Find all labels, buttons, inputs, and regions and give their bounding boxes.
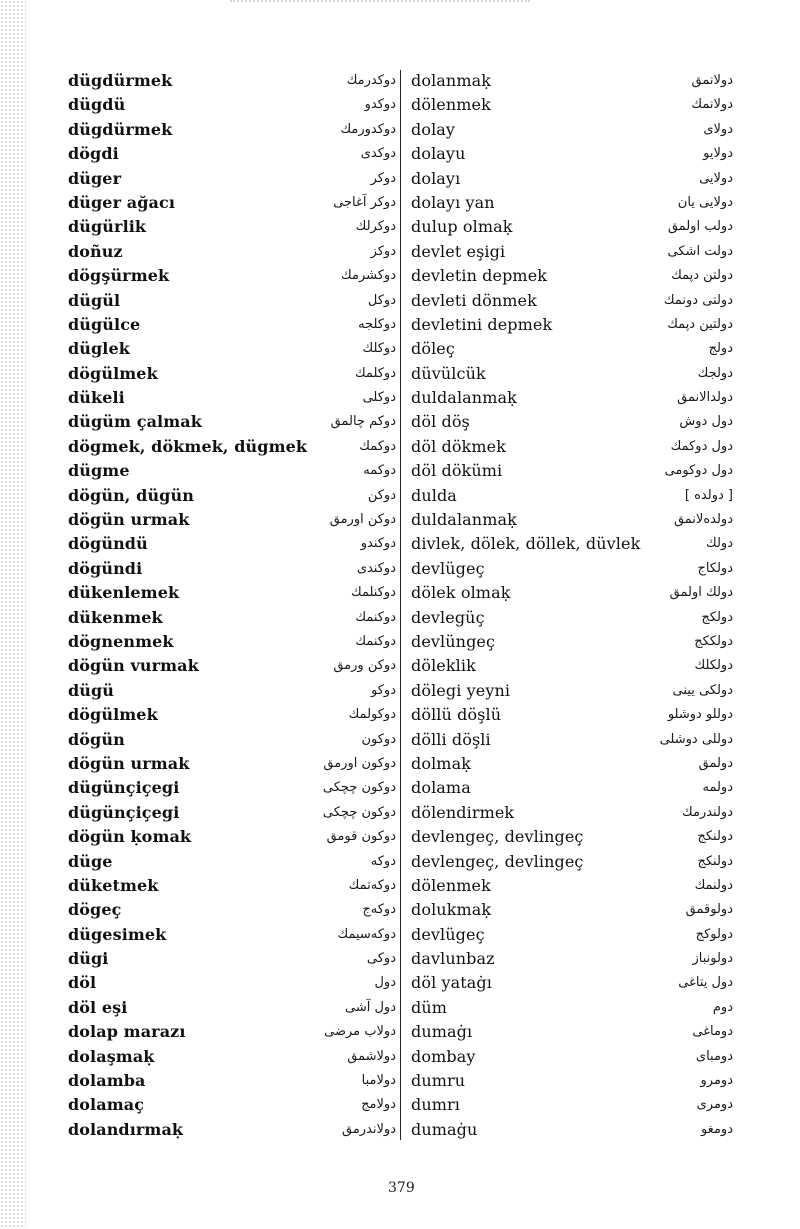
entry-ottoman-script: دوكشرمك bbox=[341, 268, 396, 284]
entry-transliteration: dögşürmek bbox=[68, 266, 170, 286]
dictionary-entry bbox=[68, 825, 396, 849]
dictionary-entry bbox=[68, 850, 396, 874]
entry-transliteration: dügesimek bbox=[68, 924, 167, 944]
entry-transliteration: dögündü bbox=[68, 534, 148, 554]
dictionary-entry bbox=[68, 508, 396, 532]
entry-ottoman-script: دولانمق bbox=[691, 73, 733, 88]
dictionary-entry bbox=[411, 752, 733, 776]
entry-ottoman-script: دوكلك bbox=[362, 341, 396, 357]
entry-transliteration: dolukmaḳ bbox=[411, 900, 492, 920]
dictionary-entry bbox=[68, 410, 396, 434]
entry-ottoman-script: دوكنمك bbox=[355, 609, 396, 625]
dictionary-entry bbox=[68, 947, 396, 971]
dictionary-entry bbox=[68, 435, 396, 459]
entry-transliteration: düvülcük bbox=[411, 363, 486, 383]
dictionary-entry bbox=[411, 215, 733, 239]
entry-ottoman-script: دولكى يينى bbox=[672, 682, 733, 698]
entry-transliteration: dögeç bbox=[68, 900, 122, 920]
entry-ottoman-script: دولمق bbox=[698, 755, 733, 771]
dictionary-entry bbox=[68, 776, 396, 800]
entry-ottoman-script: دولامبا bbox=[361, 1073, 396, 1089]
dictionary-entry bbox=[411, 289, 733, 313]
entry-transliteration: dölek olmaḳ bbox=[411, 583, 511, 603]
dictionary-entry bbox=[411, 898, 733, 922]
entry-transliteration: dolap marazı bbox=[68, 1022, 186, 1042]
entry-ottoman-script: دولوقمق bbox=[685, 902, 733, 918]
dictionary-entry bbox=[68, 532, 396, 556]
entry-ottoman-script: دولاشمق bbox=[347, 1048, 396, 1064]
entry-ottoman-script: دولاى bbox=[703, 121, 733, 137]
entry-transliteration: düketmek bbox=[68, 875, 159, 895]
dictionary-entry bbox=[411, 1069, 733, 1093]
dictionary-entry bbox=[68, 1020, 396, 1044]
entry-ottoman-script: دوكر bbox=[370, 170, 396, 186]
scan-edge-speckle bbox=[0, 0, 26, 1229]
entry-transliteration: döleklik bbox=[411, 656, 476, 676]
entry-ottoman-script: دومرو bbox=[700, 1073, 733, 1089]
entry-transliteration: dögün vurmak bbox=[68, 656, 199, 676]
entry-transliteration: dulda bbox=[411, 485, 457, 505]
dictionary-entry bbox=[411, 679, 733, 703]
dictionary-entry bbox=[68, 654, 396, 678]
entry-transliteration: davlunbaz bbox=[411, 949, 495, 969]
dictionary-entry bbox=[411, 508, 733, 532]
dictionary-entry bbox=[411, 947, 733, 971]
dictionary-entry bbox=[411, 654, 733, 678]
entry-transliteration: döl eşi bbox=[68, 997, 128, 1017]
dictionary-entry bbox=[411, 386, 733, 410]
entry-ottoman-script: دوكون قومق bbox=[326, 829, 396, 845]
dictionary-entry bbox=[68, 142, 396, 166]
dictionary-entry bbox=[68, 215, 396, 239]
dictionary-entry bbox=[68, 313, 396, 337]
entry-transliteration: dulup olmaḳ bbox=[411, 217, 513, 237]
dictionary-entry bbox=[68, 240, 396, 264]
entry-transliteration: dolanmaḳ bbox=[411, 71, 492, 90]
dictionary-entry bbox=[68, 1069, 396, 1093]
entry-transliteration: devleti dönmek bbox=[411, 290, 537, 310]
entry-ottoman-script: دولانمك bbox=[691, 97, 733, 113]
entry-ottoman-script: دوكون چچكى bbox=[322, 804, 396, 820]
entry-transliteration: dükeli bbox=[68, 388, 125, 408]
dictionary-entry bbox=[68, 118, 396, 142]
dictionary-entry bbox=[68, 1118, 396, 1142]
entry-ottoman-script: دولنكج bbox=[697, 853, 733, 869]
entry-transliteration: dügülce bbox=[68, 314, 141, 334]
dictionary-entry bbox=[68, 459, 396, 483]
left-column bbox=[68, 69, 396, 1142]
entry-transliteration: dükenmek bbox=[68, 607, 163, 627]
entry-transliteration: düge bbox=[68, 851, 113, 871]
entry-ottoman-script: دولندرمك bbox=[682, 804, 733, 820]
entry-ottoman-script: دوكه bbox=[370, 853, 396, 869]
entry-transliteration: dumaġu bbox=[411, 1119, 478, 1139]
entry-ottoman-script: دومباى bbox=[695, 1048, 733, 1064]
entry-ottoman-script: دولت اشكى bbox=[667, 243, 733, 259]
dictionary-entry bbox=[411, 337, 733, 361]
entry-ottoman-script: دولاب مرضى bbox=[324, 1024, 396, 1040]
entry-transliteration: doñuz bbox=[68, 241, 123, 261]
entry-transliteration: dügünçiçegi bbox=[68, 778, 180, 798]
dictionary-entry bbox=[411, 69, 733, 93]
dictionary-entry bbox=[68, 971, 396, 995]
entry-transliteration: düm bbox=[411, 997, 448, 1017]
dictionary-entry bbox=[411, 776, 733, 800]
dictionary-entry bbox=[411, 606, 733, 630]
dictionary-entry bbox=[411, 850, 733, 874]
entry-ottoman-script: دولكلك bbox=[694, 658, 733, 674]
entry-ottoman-script: دولمه bbox=[702, 780, 733, 796]
entry-transliteration: devlet eşigi bbox=[411, 241, 506, 261]
dictionary-entry bbox=[411, 191, 733, 215]
entry-ottoman-script: دوكندى bbox=[356, 560, 396, 576]
entry-ottoman-script: دوكو bbox=[371, 682, 396, 698]
dictionary-entry bbox=[68, 996, 396, 1020]
entry-transliteration: devletini depmek bbox=[411, 314, 553, 334]
entry-transliteration: dügme bbox=[68, 461, 130, 481]
entry-ottoman-script: دوكدى bbox=[360, 146, 396, 162]
entry-ottoman-script: دولككج bbox=[694, 633, 733, 649]
entry-ottoman-script: دوكرلك bbox=[355, 219, 396, 235]
entry-ottoman-script: دوللى دوشلى bbox=[659, 731, 733, 747]
dictionary-entry bbox=[68, 167, 396, 191]
entry-ottoman-script: دولتن دپمك bbox=[671, 268, 733, 284]
entry-ottoman-script: [ دولده ] bbox=[684, 487, 733, 503]
dictionary-entry bbox=[411, 484, 733, 508]
dictionary-entry bbox=[411, 874, 733, 898]
dictionary-entry bbox=[68, 362, 396, 386]
entry-ottoman-script: دوكنمك bbox=[355, 633, 396, 649]
entry-ottoman-script: دوكر آغاجى bbox=[333, 194, 396, 210]
entry-ottoman-script: دولك bbox=[706, 536, 733, 552]
dictionary-entry bbox=[411, 1045, 733, 1069]
dictionary-entry bbox=[411, 1118, 733, 1142]
entry-transliteration: dögün bbox=[68, 729, 125, 749]
entry-ottoman-script: دوللو دوشلو bbox=[667, 707, 733, 723]
dictionary-entry bbox=[68, 337, 396, 361]
entry-transliteration: dögülmek bbox=[68, 363, 158, 383]
dictionary-entry bbox=[68, 264, 396, 288]
dictionary-entry bbox=[411, 728, 733, 752]
entry-ottoman-script: دوكى bbox=[366, 951, 396, 967]
dictionary-entry bbox=[68, 289, 396, 313]
entry-transliteration: devlüngeç bbox=[411, 631, 496, 651]
entry-ottoman-script: دوكدرمك bbox=[346, 73, 396, 88]
entry-transliteration: dögün urmak bbox=[68, 510, 190, 530]
entry-ottoman-script: دولتى دونمك bbox=[663, 292, 733, 308]
dictionary-entry bbox=[411, 923, 733, 947]
entry-ottoman-script: دولونباز bbox=[692, 951, 733, 967]
column-divider bbox=[400, 70, 401, 1140]
entry-ottoman-script: دول bbox=[374, 975, 396, 991]
dictionary-entry bbox=[411, 1020, 733, 1044]
entry-transliteration: dumaġı bbox=[411, 1022, 473, 1042]
entry-transliteration: dombay bbox=[411, 1046, 476, 1066]
entry-ottoman-script: دوكون چچكى bbox=[322, 780, 396, 796]
entry-ottoman-script: دولكاج bbox=[697, 560, 733, 576]
dictionary-entry bbox=[411, 410, 733, 434]
entry-ottoman-script: دول دوكمك bbox=[670, 438, 733, 454]
entry-transliteration: devlügeç bbox=[411, 924, 485, 944]
entry-transliteration: düger bbox=[68, 168, 122, 188]
entry-ottoman-script: دوكه‌سيمك bbox=[337, 926, 396, 942]
dictionary-entry bbox=[68, 898, 396, 922]
entry-ottoman-script: دوم bbox=[712, 999, 733, 1015]
dictionary-entry bbox=[68, 191, 396, 215]
entry-ottoman-script: دوكل bbox=[367, 292, 396, 308]
entry-transliteration: döl dökmek bbox=[411, 436, 506, 456]
dictionary-entry bbox=[411, 93, 733, 117]
dictionary-entry bbox=[411, 971, 733, 995]
entry-transliteration: dügi bbox=[68, 949, 109, 969]
entry-ottoman-script: دول دوكومى bbox=[664, 463, 733, 479]
entry-transliteration: dolayı bbox=[411, 168, 461, 188]
dictionary-entry bbox=[68, 679, 396, 703]
dictionary-entry bbox=[68, 801, 396, 825]
entry-ottoman-script: دومرى bbox=[696, 1097, 733, 1113]
dictionary-entry bbox=[411, 1093, 733, 1117]
dictionary-entry bbox=[411, 630, 733, 654]
entry-transliteration: dögmek, dökmek, dügmek bbox=[68, 436, 308, 456]
entry-transliteration: dölenmek bbox=[411, 875, 491, 895]
dictionary-entry bbox=[411, 557, 733, 581]
dictionary-entry bbox=[68, 606, 396, 630]
dictionary-entry bbox=[68, 93, 396, 117]
dictionary-entry bbox=[411, 313, 733, 337]
entry-ottoman-script: دوكدو bbox=[364, 97, 396, 113]
entry-ottoman-script: دوكدورمك bbox=[340, 121, 396, 137]
entry-ottoman-script: دوماغى bbox=[692, 1024, 733, 1040]
entry-ottoman-script: دولب اولمق bbox=[667, 219, 733, 235]
entry-ottoman-script: دولدالانمق bbox=[677, 390, 733, 406]
dictionary-entry bbox=[411, 118, 733, 142]
entry-transliteration: dolamaç bbox=[68, 1095, 145, 1115]
entry-transliteration: dolmaḳ bbox=[411, 753, 471, 773]
entry-ottoman-script: دوكه‌ج bbox=[362, 902, 396, 918]
dictionary-entry bbox=[68, 1093, 396, 1117]
entry-transliteration: dügü bbox=[68, 680, 115, 700]
entry-transliteration: devlügeç bbox=[411, 558, 485, 578]
entry-transliteration: döl yataġı bbox=[411, 973, 492, 993]
entry-transliteration: dolandırmaḳ bbox=[68, 1119, 184, 1139]
entry-ottoman-script: دولك اولمق bbox=[669, 585, 733, 601]
dictionary-entry bbox=[68, 386, 396, 410]
entry-ottoman-script: دولايى bbox=[699, 170, 733, 186]
dictionary-entry bbox=[68, 1045, 396, 1069]
entry-transliteration: dolay bbox=[411, 119, 456, 139]
entry-transliteration: dolayı yan bbox=[411, 192, 495, 212]
entry-ottoman-script: دوكه‌تمك bbox=[348, 877, 396, 893]
entry-transliteration: dögülmek bbox=[68, 705, 158, 725]
dictionary-entry bbox=[411, 362, 733, 386]
entry-ottoman-script: دولنكج bbox=[697, 829, 733, 845]
dictionary-entry bbox=[68, 557, 396, 581]
entry-transliteration: döl bbox=[68, 973, 97, 993]
entry-ottoman-script: دول دوش bbox=[679, 414, 733, 430]
page-number: 379 bbox=[388, 1180, 415, 1196]
entry-ottoman-script: دوكلمك bbox=[354, 365, 396, 381]
dictionary-entry bbox=[68, 752, 396, 776]
entry-transliteration: devlengeç, devlingeç bbox=[411, 851, 584, 871]
entry-ottoman-script: دوكلجه bbox=[358, 316, 396, 332]
entry-ottoman-script: دولاندرمق bbox=[341, 1121, 396, 1137]
entry-ottoman-script: دوكندو bbox=[360, 536, 396, 552]
entry-transliteration: döl dökümi bbox=[411, 461, 503, 481]
entry-transliteration: dögündi bbox=[68, 558, 143, 578]
dictionary-entry bbox=[68, 874, 396, 898]
entry-ottoman-script: دوكون bbox=[361, 731, 396, 747]
dictionary-entry bbox=[411, 532, 733, 556]
entry-transliteration: devletin depmek bbox=[411, 266, 548, 286]
entry-ottoman-script: دول آشى bbox=[345, 999, 396, 1015]
dictionary-entry bbox=[411, 167, 733, 191]
entry-transliteration: düglek bbox=[68, 339, 130, 359]
dictionary-entry bbox=[411, 264, 733, 288]
entry-transliteration: divlek, dölek, döllek, düvlek bbox=[411, 534, 641, 554]
entry-transliteration: dügüm çalmak bbox=[68, 412, 202, 432]
entry-ottoman-script: دولنمك bbox=[694, 877, 733, 893]
entry-transliteration: düger ağacı bbox=[68, 192, 176, 212]
entry-ottoman-script: دوكن ورمق bbox=[333, 658, 396, 674]
entry-transliteration: dolamba bbox=[68, 1071, 146, 1091]
entry-transliteration: dügül bbox=[68, 290, 121, 310]
entry-ottoman-script: دوكنلمك bbox=[351, 585, 396, 601]
dictionary-entry bbox=[68, 728, 396, 752]
entry-transliteration: dügdürmek bbox=[68, 119, 173, 139]
entry-transliteration: dölegi yeyni bbox=[411, 680, 511, 700]
entry-transliteration: dölenmek bbox=[411, 95, 491, 115]
entry-ottoman-script: دولكج bbox=[701, 609, 733, 625]
entry-transliteration: dügdü bbox=[68, 95, 126, 115]
right-column bbox=[411, 69, 733, 1142]
dictionary-entry bbox=[411, 581, 733, 605]
dictionary-entry bbox=[411, 240, 733, 264]
entry-ottoman-script: دوكون اورمق bbox=[323, 755, 396, 771]
entry-transliteration: devlegüç bbox=[411, 607, 485, 627]
entry-transliteration: dumrı bbox=[411, 1095, 460, 1115]
entry-ottoman-script: دولده‌لانمق bbox=[673, 512, 733, 528]
entry-transliteration: duldalanmaḳ bbox=[411, 510, 517, 530]
scan-top-marks bbox=[230, 0, 530, 8]
entry-ottoman-script: دولتين دپمك bbox=[667, 316, 733, 332]
entry-ottoman-script: دوكن اورمق bbox=[329, 512, 396, 528]
entry-transliteration: dögün, dügün bbox=[68, 485, 194, 505]
entry-transliteration: dögün ḳomak bbox=[68, 827, 192, 847]
entry-ottoman-script: دوكمه bbox=[363, 463, 396, 479]
dictionary-entry bbox=[68, 923, 396, 947]
dictionary-entry bbox=[411, 801, 733, 825]
dictionary-entry bbox=[411, 142, 733, 166]
entry-ottoman-script: دولايو bbox=[703, 146, 733, 162]
entry-transliteration: döl döş bbox=[411, 412, 470, 432]
entry-ottoman-script: دوكن bbox=[367, 487, 396, 503]
entry-transliteration: dögdi bbox=[68, 144, 119, 164]
entry-ottoman-script: دوكمك bbox=[359, 438, 396, 454]
dictionary-entry bbox=[68, 630, 396, 654]
dictionary-entry bbox=[411, 459, 733, 483]
dictionary-entry bbox=[68, 581, 396, 605]
entry-transliteration: dükenlemek bbox=[68, 583, 180, 603]
entry-transliteration: dügdürmek bbox=[68, 71, 173, 90]
entry-ottoman-script: دومغو bbox=[700, 1121, 733, 1137]
entry-transliteration: dumru bbox=[411, 1071, 466, 1091]
dictionary-entry bbox=[68, 69, 396, 93]
entry-ottoman-script: دوكلى bbox=[362, 390, 396, 406]
entry-ottoman-script: دوكم چالمق bbox=[330, 414, 396, 430]
entry-ottoman-script: دول يتاغى bbox=[678, 975, 733, 991]
entry-ottoman-script: دولج bbox=[708, 341, 733, 357]
entry-ottoman-script: دولوكج bbox=[695, 926, 733, 942]
entry-transliteration: dolayu bbox=[411, 144, 466, 164]
entry-transliteration: dögün urmak bbox=[68, 753, 190, 773]
entry-transliteration: dügünçiçegi bbox=[68, 802, 180, 822]
entry-transliteration: döllü döşlü bbox=[411, 705, 502, 725]
entry-transliteration: dölendirmek bbox=[411, 802, 515, 822]
entry-ottoman-script: دوكولمك bbox=[348, 707, 396, 723]
dictionary-entry bbox=[68, 484, 396, 508]
dictionary-entry bbox=[411, 435, 733, 459]
entry-transliteration: döleç bbox=[411, 339, 455, 359]
entry-transliteration: dolama bbox=[411, 778, 471, 798]
dictionary-entry bbox=[68, 703, 396, 727]
entry-ottoman-script: دوكز bbox=[370, 243, 396, 259]
entry-ottoman-script: دولامج bbox=[361, 1097, 396, 1113]
entry-transliteration: dögnenmek bbox=[68, 631, 174, 651]
dictionary-entry bbox=[411, 703, 733, 727]
entry-transliteration: dölli döşli bbox=[411, 729, 491, 749]
entry-transliteration: dügürlik bbox=[68, 217, 147, 237]
dictionary-entry bbox=[411, 996, 733, 1020]
entry-transliteration: dolaşmaḳ bbox=[68, 1046, 155, 1066]
entry-transliteration: duldalanmaḳ bbox=[411, 388, 517, 408]
entry-ottoman-script: دولجك bbox=[697, 365, 733, 381]
entry-transliteration: devlengeç, devlingeç bbox=[411, 827, 584, 847]
entry-ottoman-script: دولايى يان bbox=[677, 194, 733, 210]
dictionary-entry bbox=[411, 825, 733, 849]
